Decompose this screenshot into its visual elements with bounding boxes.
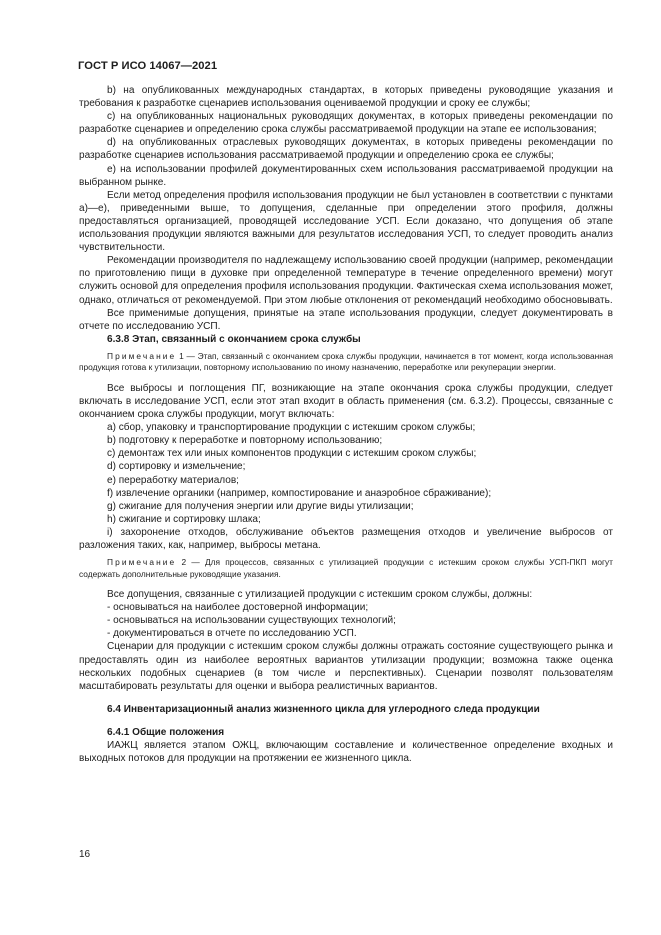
paragraph-assumptions: Все применимые допущения, принятые на этапе использования продукции, следует документировать в отчете по исследованию УСП.: [79, 307, 613, 332]
list-item: - основываться на наиболее достоверной информации;: [107, 602, 369, 614]
note-1: [79, 351, 613, 374]
list-item: g) сжигание для получения энергии или другие виды утилизации;: [107, 500, 414, 512]
paragraph-recommendations: Рекомендации производителя по надлежащему использованию своей продукции (например, рекомендации по приготовлению пищи в духовке при определенной температуре в течение определенного времени) могут служить основой для определения профиля использования продукции. Фактическая схема использования может, однако, отличаться от рекомендуемой. При этом любые отклонения от рекомендаций необходимо обосновывать.: [79, 255, 613, 306]
list-item: b) на опубликованных международных стандартах, в которых приведены руководящие указания и требования к разработке сценариев использования оцениваемой продукции и сроку ее службы;: [79, 85, 613, 110]
paragraph-iazhc: ИАЖЦ является этапом ОЖЦ, включающим составление и количественное определение входных и выходных потоков для продукции на протяжении ее жизненного цикла.: [79, 740, 613, 765]
list-item: h) сжигание и сортировку шлака;: [107, 513, 261, 525]
list-item: b) подготовку к переработке и повторному использованию;: [107, 435, 383, 447]
list-item: c) демонтаж тех или иных компонентов продукции с истекшим сроком службы;: [107, 448, 477, 460]
paragraph-scenarios: Сценарии для продукции с истекшим сроком службы должны отражать состояние существующего рынка и предоставлять один из наиболее вероятных вариантов утилизации продукции; возможна также оценка нескольких подобных сценариев (в том числе и перспективных). Сценарии позволят пользователям масштабировать результаты для оценки и выбора реалистичных вариантов.: [79, 641, 613, 692]
spacer: [79, 693, 613, 703]
section-heading-638: 6.3.8 Этап, связанный с окончанием срока службы: [107, 333, 361, 345]
paragraph-must: Все допущения, связанные с утилизацией продукции с истекшим сроком службы, должны:: [107, 589, 533, 601]
list-item: e) переработку материалов;: [107, 474, 239, 486]
document-header-title: ГОСТ Р ИСО 14067—2021: [78, 60, 218, 72]
note-label: Примечание: [107, 557, 177, 568]
note-2: [79, 557, 613, 580]
note-label: Примечание: [107, 350, 177, 361]
note-text: 1 — Этап, связанный с окончанием срока службы продукции, начинается в тот момент, когда использованная продукция готова к утилизации, повторному использованию по иному назначению, переработке или рекуперации энергии.: [79, 350, 613, 373]
spacer: [79, 374, 613, 382]
list-item: i) захоронение отходов, обслуживание объектов размещения отходов и увеличение выбросов от разложения таких, как, например, выбросы метана.: [79, 526, 613, 551]
spacer: [79, 580, 613, 588]
note-text: 2 — Для процессов, связанных с утилизацией продукции с истекшим сроком службы УСП-ПКП могут содержать дополнительные руководящие указания.: [79, 557, 613, 579]
paragraph-method: Если метод определения профиля использования продукции не был установлен в соответствии с пунктами а)—е), приведенными выше, то допущения, сделанные при определении этого профиля, должны предоставляться организацией, проводящей исследование УСП. Если доказано, что допущения об этапе использования продукции являются важными для результатов исследования УСП, то следует проводить анализ чувствительности.: [79, 189, 613, 254]
document-body: [79, 84, 613, 765]
list-item: а) сбор, упаковку и транспортирование продукции с истекшим сроком службы;: [107, 422, 476, 434]
list-item: d) сортировку и измельчение;: [107, 461, 246, 473]
page-number: 16: [79, 849, 91, 860]
spacer: [79, 716, 613, 726]
list-item: d) на опубликованных отраслевых руководящих документах, в которых приведены рекомендации по разработке сценариев использования рассматриваемой продукции и определению срока ее службы;: [79, 137, 613, 162]
list-item: c) на опубликованных национальных руководящих документах, в которых приведены рекомендации по разработке сценариев и определению срока службы рассматриваемой продукции на этапе ее использования;: [79, 111, 613, 136]
section-heading-64: 6.4 Инвентаризационный анализ жизненного цикла для углеродного следа продукции: [107, 703, 540, 715]
list-item: - основываться на использовании существующих технологий;: [107, 615, 396, 627]
list-item: f) извлечение органики (например, компостирование и анаэробное сбраживание);: [107, 487, 492, 499]
list-item: - документироваться в отчете по исследованию УСП.: [107, 628, 357, 640]
paragraph-emissions: Все выбросы и поглощения ПГ, возникающие на этапе окончания срока службы продукции, следует включать в исследование УСП, если этот этап входит в область применения (см. 6.3.2). Процессы, связанные с окончанием срока службы продукции, могут включать:: [79, 382, 613, 421]
list-item: e) на использовании профилей документированных схем использования рассматриваемой продукции на выбранном рынке.: [79, 163, 613, 188]
section-heading-641: 6.4.1 Общие положения: [107, 726, 225, 738]
